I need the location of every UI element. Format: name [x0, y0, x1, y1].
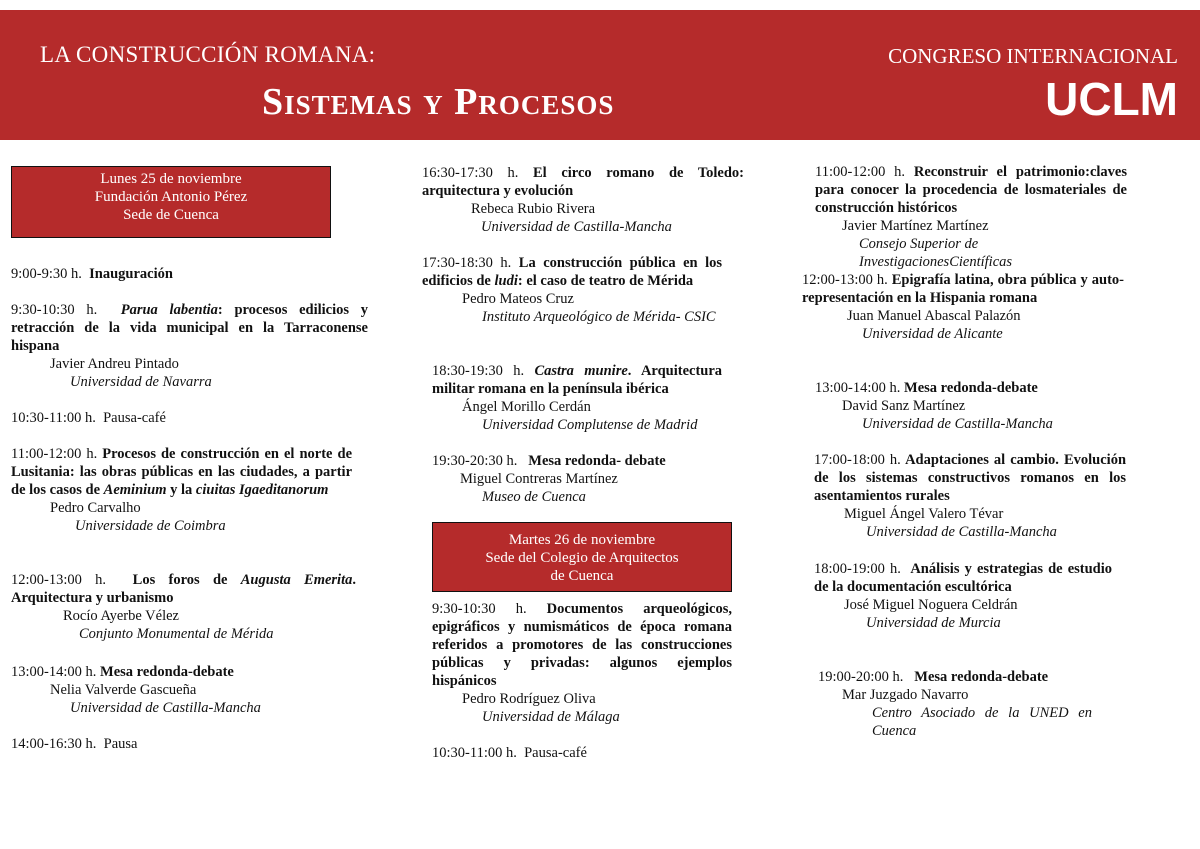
session-title: y la: [166, 482, 196, 498]
session-time: 16:30-17:30 h.: [422, 165, 519, 181]
session-heading: [818, 668, 1108, 686]
speaker: Pedro Mateos Cruz: [462, 291, 574, 307]
institution: Universidad de Málaga: [482, 709, 620, 725]
session-title: La construcción pública en los edificios de: [422, 255, 723, 289]
session-time: 10:30-11:00 h.: [11, 410, 96, 426]
session-time: 9:30-10:30 h.: [11, 302, 98, 318]
speaker: Miguel Ángel Valero Tévar: [844, 506, 1004, 522]
institution: Universidad de Castilla-Mancha: [70, 700, 261, 716]
session-time: 14:00-16:30 h.: [11, 736, 97, 752]
session-time: 9:00-9:30 h.: [11, 266, 82, 282]
institution: Universidad de Murcia: [866, 615, 1001, 631]
session-heading: [11, 265, 368, 283]
speaker: David Sanz Martínez: [842, 398, 966, 414]
session: [802, 271, 1124, 343]
session-title: El circo romano de Toledo: arquitectura y evolución: [422, 165, 745, 199]
session-title: Mesa redonda- debate: [528, 453, 666, 469]
day-location: de Cuenca: [550, 568, 614, 584]
session-title: Los foros de: [132, 572, 241, 588]
session-heading: [432, 744, 732, 762]
session-heading: [432, 452, 722, 470]
session-heading: [11, 409, 368, 427]
session-time: 18:30-19:30 h.: [432, 363, 525, 379]
session-title: Mesa redonda-debate: [100, 664, 234, 680]
org-logo-text: UCLM: [1045, 73, 1178, 125]
session: [815, 379, 1127, 433]
session-title: Mesa redonda-debate: [914, 669, 1049, 685]
session: [422, 254, 722, 326]
session: [11, 445, 352, 535]
speaker: Pedro Carvalho: [50, 500, 141, 516]
session: [432, 452, 722, 506]
session-time: 19:00-20:00 h.: [818, 669, 904, 685]
session-heading: [802, 271, 1124, 307]
session: [818, 668, 1108, 740]
session: [11, 663, 356, 717]
speaker: José Miguel Noguera Celdrán: [844, 597, 1018, 613]
session-time: 11:00-12:00 h.: [11, 446, 98, 462]
session: [422, 164, 744, 236]
speaker: Javier Andreu Pintado: [50, 356, 179, 372]
day-box-tuesday: [432, 522, 732, 592]
speaker: Javier Martínez Martínez: [842, 218, 989, 234]
session-title: : procesos edilicios y retracción de la vida municipal en la Tarraconense hispana: [11, 302, 369, 354]
session-time: 17:00-18:00 h.: [814, 452, 901, 468]
session-title: Inauguración: [89, 266, 173, 282]
session: [11, 409, 368, 427]
session: [814, 451, 1126, 541]
session-time: 9:30-10:30 h.: [432, 601, 527, 617]
session-title-italic: ciuitas Igaeditanorum: [195, 482, 329, 498]
institution: Museo de Cuenca: [482, 489, 586, 505]
session-heading: [11, 571, 356, 607]
session-title-italic: ludi: [494, 273, 518, 289]
session-heading: [814, 560, 1112, 596]
session-title: Reconstruir el patrimonio:claves para conocer la procedencia de losmateriales de construcción históricos: [815, 164, 1127, 216]
session: [815, 163, 1127, 271]
session-title-italic: Parua labentia: [120, 302, 218, 318]
speaker: Mar Juzgado Navarro: [842, 687, 969, 703]
session-heading: [815, 379, 1127, 397]
day-box-monday: [11, 166, 331, 238]
day-venue: Fundación Antonio Pérez: [94, 189, 248, 205]
congress-label: CONGRESO INTERNACIONAL: [888, 44, 1178, 68]
session-title: Mesa redonda-debate: [904, 380, 1038, 396]
session-title: . Arquitectura y urbanismo: [11, 572, 356, 606]
session-time: 13:00-14:00 h.: [815, 380, 901, 396]
session-title: . Arquitectura militar romana en la península ibérica: [432, 363, 723, 397]
day-date: Lunes 25 de noviembre: [100, 171, 242, 187]
title-line-2: Sistemas y Procesos: [262, 81, 615, 123]
session-heading: [11, 445, 352, 499]
session-time: 17:30-18:30 h.: [422, 255, 512, 271]
session-title-italic: Augusta Emerita: [240, 572, 353, 588]
session-heading: [432, 362, 722, 398]
session-title-italic: Castra munire: [534, 363, 628, 379]
institution: Universidad de Castilla-Mancha: [481, 219, 672, 235]
session: [432, 600, 732, 726]
title-line-1: LA CONSTRUCCIÓN ROMANA:: [40, 42, 376, 67]
session-title: Procesos de construcción en el norte de Lusitania: las obras públicas en las ciudades, a partir de los casos de: [11, 446, 353, 498]
session-heading: [815, 163, 1127, 217]
session: [11, 571, 356, 643]
session: [11, 735, 356, 753]
session: [432, 744, 732, 762]
session-heading: [422, 164, 744, 200]
session-title: : el caso de teatro de Mérida: [517, 273, 694, 289]
day-location: Sede de Cuenca: [123, 207, 219, 223]
session-title: Pausa-café: [103, 410, 166, 426]
session: [814, 560, 1112, 632]
institution: Centro Asociado de la UNED en Cuenca: [872, 705, 1092, 739]
institution: Universidade de Coimbra: [75, 518, 226, 534]
session-title: Pausa: [103, 736, 138, 752]
session-time: 11:00-12:00 h.: [815, 164, 906, 180]
session-title: Pausa-café: [524, 745, 587, 761]
session-time: 12:00-13:00 h.: [11, 572, 107, 588]
institution: Instituto Arqueológico de Mérida- CSIC: [482, 309, 716, 325]
session-title: Adaptaciones al cambio. Evolución de los sistemas constructivos romanos en los asentamientos rurales: [814, 452, 1127, 504]
session-time: 10:30-11:00 h.: [432, 745, 517, 761]
session-heading: [432, 600, 732, 690]
header-banner: [0, 10, 1200, 140]
session-heading: [422, 254, 722, 290]
institution: Consejo Superior de InvestigacionesCientíficas: [859, 236, 1013, 270]
session-title-italic: Aeminium: [103, 482, 167, 498]
speaker: Miguel Contreras Martínez: [460, 471, 618, 487]
institution: Universidad Complutense de Madrid: [482, 417, 698, 433]
day-date: Martes 26 de noviembre: [508, 532, 656, 548]
session-title: Análisis y estrategias de estudio de la documentación escultórica: [814, 561, 1113, 595]
institution: Universidad de Alicante: [862, 326, 1003, 342]
session: [11, 301, 368, 391]
session-time: 12:00-13:00 h.: [802, 272, 888, 288]
speaker: Juan Manuel Abascal Palazón: [847, 308, 1021, 324]
session-heading: [11, 735, 356, 753]
speaker: Ángel Morillo Cerdán: [462, 399, 591, 415]
speaker: Rocío Ayerbe Vélez: [63, 608, 179, 624]
speaker: Nelia Valverde Gascueña: [50, 682, 197, 698]
institution: Universidad de Castilla-Mancha: [862, 416, 1053, 432]
session-heading: [11, 301, 368, 355]
session-heading: [11, 663, 356, 681]
session-heading: [814, 451, 1126, 505]
speaker: Pedro Rodríguez Oliva: [462, 691, 596, 707]
session: [432, 362, 722, 434]
session-title: Epigrafía latina, obra pública y auto-representación en la Hispania romana: [802, 272, 1125, 306]
session-time: 19:30-20:30 h.: [432, 453, 518, 469]
session-time: 13:00-14:00 h.: [11, 664, 97, 680]
session-title: Documentos arqueológicos, epigráficos y numismáticos de época romana referidos a promotores de las construcciones públicas y privadas: algunos ejemplos hispánicos: [432, 601, 733, 689]
session: [11, 265, 368, 283]
session-time: 18:00-19:00 h.: [814, 561, 901, 577]
speaker: Rebeca Rubio Rivera: [471, 201, 596, 217]
day-venue: Sede del Colegio de Arquitectos: [485, 550, 679, 566]
institution: Universidad de Navarra: [70, 374, 212, 390]
institution: Conjunto Monumental de Mérida: [79, 626, 274, 642]
institution: Universidad de Castilla-Mancha: [866, 524, 1057, 540]
